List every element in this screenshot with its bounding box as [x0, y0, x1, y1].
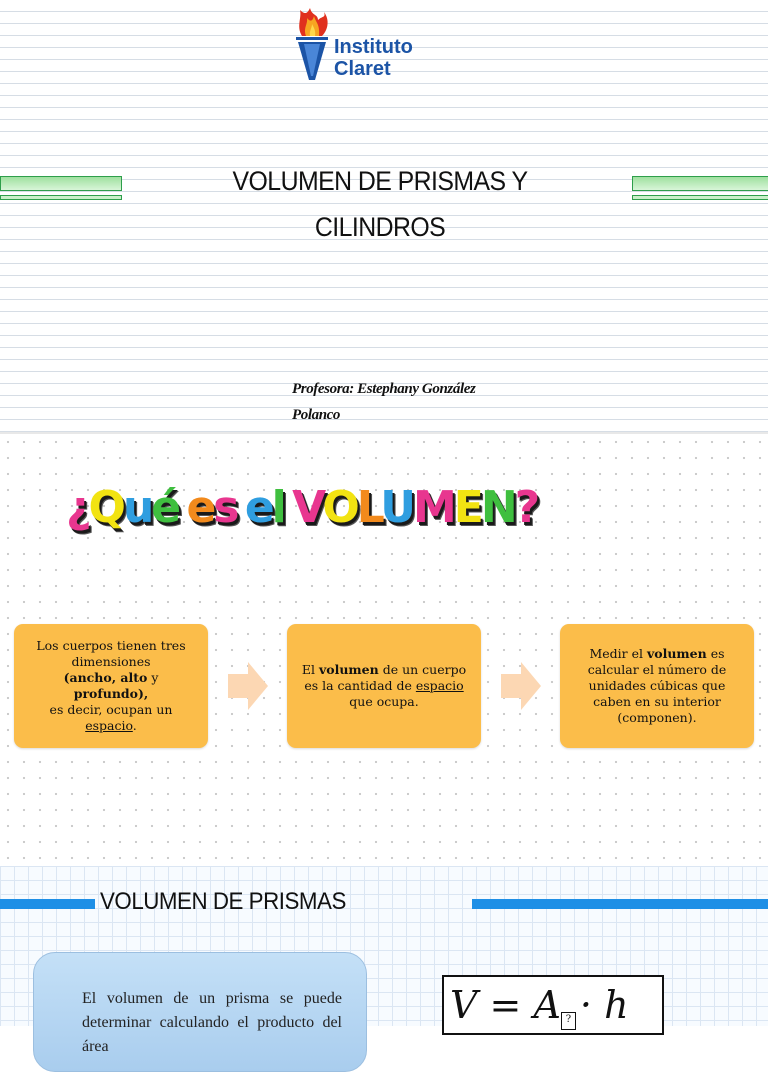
box3-pre: Medir el	[589, 646, 647, 661]
slide-title-line1: VOLUMEN DE PRISMAS Y	[232, 166, 528, 196]
box1-mid: y	[147, 670, 159, 685]
box3-mid: es calcular el número de unidades cúbicas que caben en su interior (componen).	[587, 646, 727, 725]
instituto-claret-logo	[288, 6, 458, 82]
heading-letter: Q	[88, 482, 123, 533]
slide-title-line2: CILINDROS	[314, 212, 446, 242]
logo-text-line1: Instituto	[334, 36, 413, 58]
decorative-bar-right	[472, 899, 768, 909]
decorative-bar-right	[632, 176, 768, 191]
formula-eq: = A	[489, 983, 561, 1027]
decorative-bar-left	[0, 176, 122, 191]
teacher-line2: Polanco	[292, 407, 341, 423]
heading-letter: e	[244, 482, 272, 533]
slide-title	[178, 158, 583, 250]
heading-letter: E	[453, 482, 481, 533]
heading-letter: e	[186, 482, 214, 533]
heading-letter: M	[412, 482, 454, 533]
heading-letter: s	[213, 482, 237, 533]
box3-bold: volumen	[647, 646, 707, 661]
heading-letter: O	[322, 482, 357, 533]
heading-letter: é	[151, 482, 179, 533]
box1-espacio-link[interactable]: espacio	[85, 718, 133, 733]
box1-bold1: (ancho, alto	[63, 670, 148, 685]
box2-mid: de un cuerpo es la cantidad de	[304, 662, 467, 693]
formula-v: V	[450, 983, 478, 1027]
slide3-title: VOLUMEN DE PRISMAS	[100, 888, 346, 915]
prism-volume-slide	[0, 864, 768, 1055]
box2-espacio-link[interactable]: espacio	[415, 678, 464, 693]
definition-box-volume	[287, 624, 481, 748]
heading-letter: V	[292, 482, 323, 533]
teacher-name	[292, 376, 592, 428]
arrow-right-icon	[499, 660, 543, 712]
logo-text-line2: Claret	[334, 58, 391, 80]
heading-letter: U	[380, 482, 413, 533]
box2-pre: El	[301, 662, 319, 677]
box1-line3: es decir, ocupan un	[49, 702, 173, 717]
teacher-line1: Profesora: Estephany González	[292, 381, 476, 397]
decorative-line-left	[0, 195, 122, 200]
prism-volume-explanation: El volumen de un prisma se puede determinar calculando el producto del área	[33, 952, 367, 1072]
volume-formula	[442, 975, 664, 1035]
formula-subscript-placeholder: ?	[561, 1012, 576, 1030]
heading-letter: N	[480, 482, 515, 533]
decorative-line-right	[632, 195, 768, 200]
torch-icon	[288, 6, 338, 82]
definition-box-measure	[560, 624, 754, 748]
definition-box-dimensions	[14, 624, 208, 748]
arrow-right-icon	[226, 660, 270, 712]
decorative-bar-left	[0, 899, 95, 909]
title-slide	[0, 0, 768, 434]
box1-bold2: profundo),	[73, 686, 149, 701]
volume-definition-slide	[0, 434, 768, 864]
heading-letter: u	[122, 482, 152, 533]
box2-bold: volumen	[319, 662, 379, 677]
formula-rest: · h	[579, 983, 629, 1027]
heading-letter: ¿	[66, 482, 89, 533]
box1-end: .	[132, 718, 137, 733]
heading-letter: L	[356, 482, 381, 533]
box1-line1: Los cuerpos tienen tres dimensiones	[36, 638, 186, 669]
heading-letter: l	[271, 482, 284, 533]
volume-question-heading	[66, 478, 586, 538]
box2-end: que ocupa.	[349, 694, 419, 709]
heading-letter: ?	[514, 482, 538, 533]
